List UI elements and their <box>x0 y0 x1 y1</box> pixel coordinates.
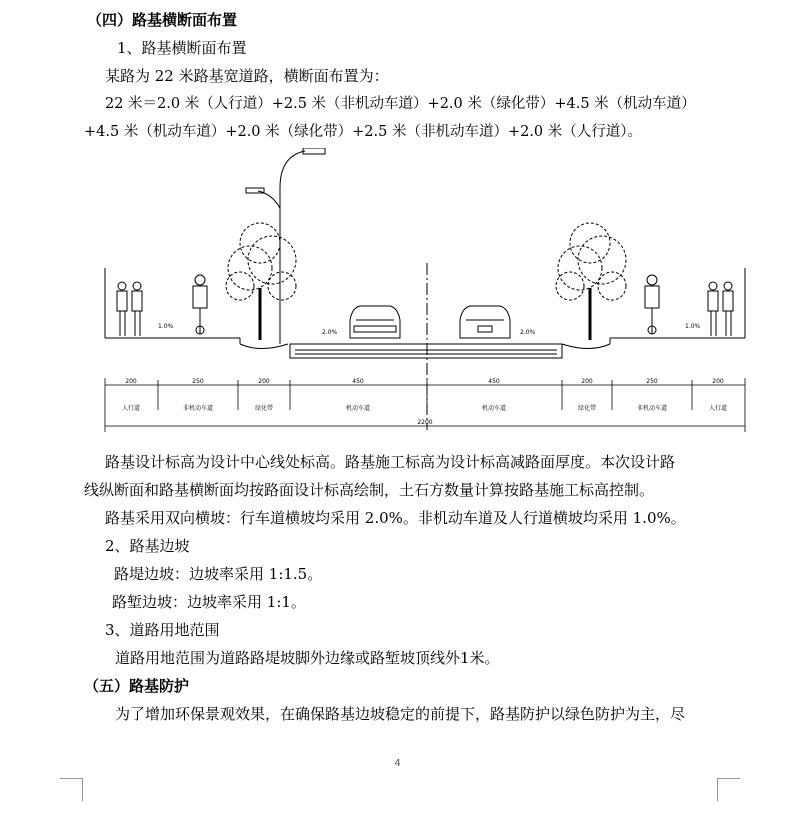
slope-label: 2.0% <box>322 329 338 336</box>
lane-label: 非机动车道 <box>636 405 668 412</box>
formula-line-2: +4.5 米（机动车道）+2.0 米（绿化带）+2.5 米（非机动车道）+2.0 米（人行道）。 <box>84 124 643 140</box>
lane-label: 绿化带 <box>577 405 597 412</box>
lane-label: 机动车道 <box>345 405 371 412</box>
dimension-value: 200 <box>125 378 137 385</box>
subsection-3-title: 3、道路用地范围 <box>105 621 220 639</box>
slope-label: 1.0% <box>158 323 174 330</box>
lane-label: 机动车道 <box>481 405 507 412</box>
dimension-value: 250 <box>192 378 204 385</box>
intro-line: 某路为 22 米路基宽道路，横断面布置为： <box>105 67 389 85</box>
subsection-1-title: 1、路基横断面布置 <box>117 39 247 57</box>
pedestrian-icon <box>117 282 142 336</box>
dimension-value: 250 <box>646 378 658 385</box>
lane-label: 非机动车道 <box>182 405 214 412</box>
dimension-value: 450 <box>352 378 364 385</box>
paragraph-1-line-1: 路基设计标高为设计中心线处标高。路基施工标高为设计标高减路面厚度。本次设计路 <box>105 453 676 471</box>
car-icon <box>460 306 510 338</box>
tree-left-icon <box>226 223 296 340</box>
embankment-slope: 路堤边坡：边坡率采用 1:1.5。 <box>114 565 323 583</box>
cyclist-icon <box>645 275 659 334</box>
tree-right-icon <box>556 223 626 340</box>
page-number: 4 <box>394 758 401 769</box>
page-corner-mark-right <box>717 778 740 801</box>
pedestrian-icon <box>708 282 733 336</box>
dimension-value: 200 <box>581 378 593 385</box>
cutting-slope: 路堑边坡：边坡率采用 1:1。 <box>112 593 306 611</box>
lane-label: 绿化带 <box>254 405 274 412</box>
section5-heading: （五）路基防护 <box>84 677 190 695</box>
dimension-value: 200 <box>712 378 724 385</box>
lane-label: 人行道 <box>121 405 141 412</box>
subsection-2-title: 2、路基边坡 <box>105 537 190 555</box>
page-corner-mark-left <box>60 778 83 801</box>
dimension-value: 200 <box>258 378 270 385</box>
dimension-value: 450 <box>488 378 500 385</box>
lane-label: 人行道 <box>708 405 728 412</box>
slope-label: 1.0% <box>685 323 701 330</box>
car-icon <box>350 306 400 338</box>
slope-label: 2.0% <box>520 329 536 336</box>
cyclist-icon <box>193 275 207 334</box>
formula-line-1: 22 米＝2.0 米（人行道）+2.5 米（非机动车道）+2.0 米（绿化带）+4.5 米（机动车道） <box>105 96 696 112</box>
paragraph-1-line-2: 线纵断面和路基横断面均按路面设计标高绘制，土石方数量计算按路基施工标高控制。 <box>84 481 655 499</box>
section5-paragraph: 为了增加环保景观效果，在确保路基边坡稳定的前提下，路基防护以绿色防护为主，尽 <box>115 705 686 723</box>
land-use-text: 道路用地范围为道路路堤坡脚外边缘或路堑坡顶线外1米。 <box>115 649 500 667</box>
total-width: 2200 <box>417 419 433 426</box>
cross-section-figure <box>100 148 750 438</box>
paragraph-2: 路基采用双向横坡：行车道横坡均采用 2.0%。非机动车道及人行道横坡均采用 1.0%。 <box>105 509 686 527</box>
section4-heading: （四）路基横断面布置 <box>87 11 238 29</box>
